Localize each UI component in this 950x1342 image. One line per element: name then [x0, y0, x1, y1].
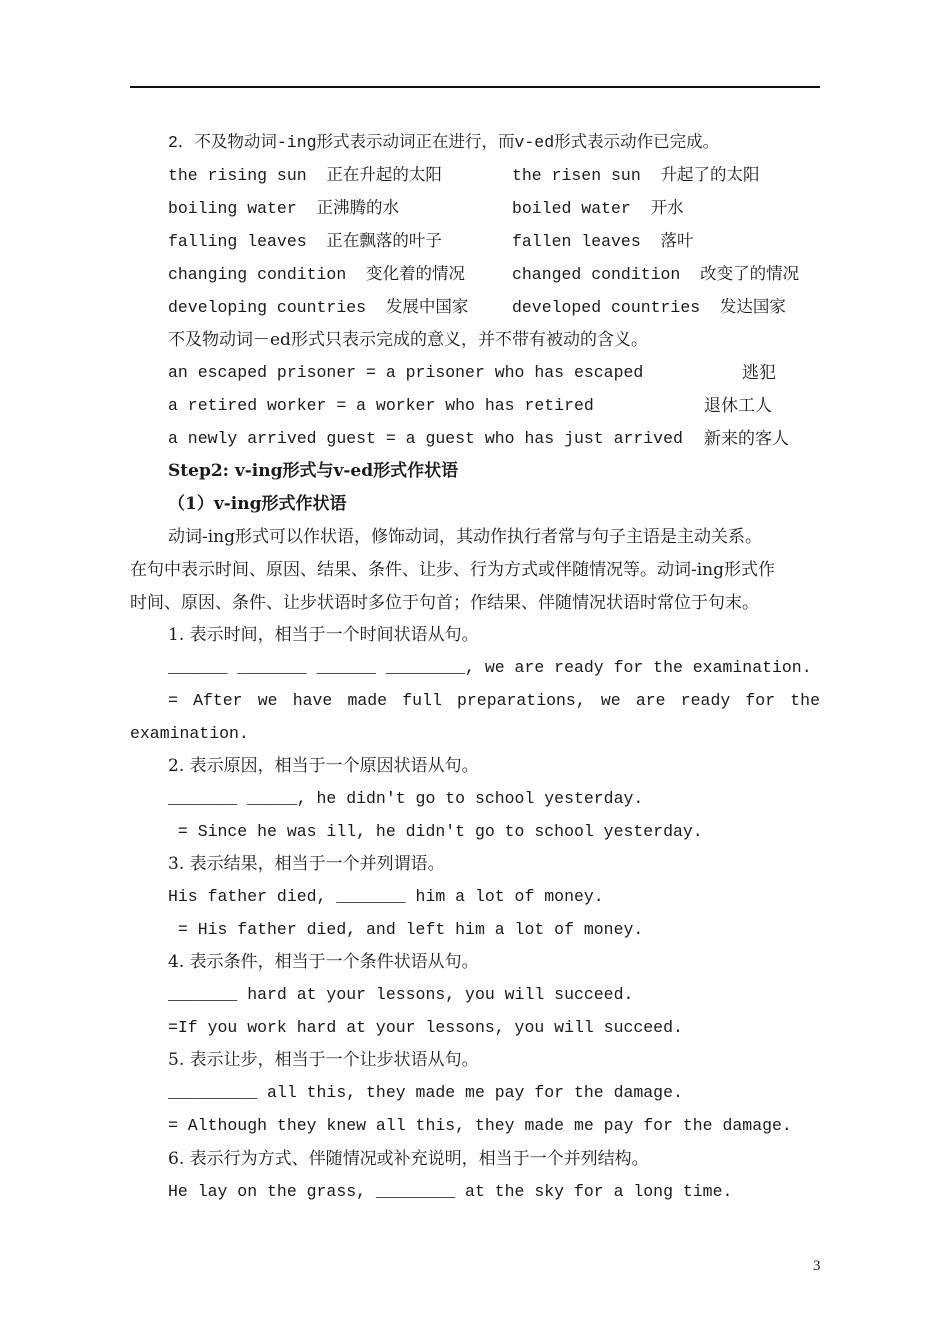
item-1-title: 1. 表示时间，相当于一个时间状语从句。 — [168, 625, 479, 645]
page-number: 3 — [813, 1258, 821, 1274]
ed-example-1-zh: 逃犯 — [742, 363, 776, 383]
pair-left-1: the rising sun 正在升起的太阳 — [168, 166, 442, 185]
sub1-heading: （1）v-ing形式作状语 — [168, 494, 347, 514]
item-3-title: 3. 表示结果，相当于一个并列谓语。 — [168, 854, 445, 874]
eq-word: for — [745, 691, 776, 710]
header-rule — [130, 86, 820, 88]
eq-word: made — [347, 691, 388, 710]
para-line-2: 在句中表示时间、原因、结果、条件、让步、行为方式或伴随情况等。动词-ing形式作 — [130, 560, 776, 580]
eq-word: ready — [680, 691, 731, 710]
para-line-3: 时间、原因、条件、让步状语时多位于句首；作结果、伴随情况状语时常位于句末。 — [130, 593, 759, 613]
pair-right-4: changed condition 改变了的情况 — [512, 265, 800, 284]
item-4-equivalent: =If you work hard at your lessons, you will succeed. — [168, 1018, 683, 1037]
eq-word: we — [257, 691, 278, 710]
ed-example-3-zh: 新来的客人 — [704, 429, 789, 449]
eq-word: the — [790, 691, 820, 710]
item-3-blank: His father died, _______ him a lot of money. — [168, 887, 604, 906]
ed-note: 不及物动词－ed形式只表示完成的意义，并不带有被动的含义。 — [168, 330, 648, 350]
item-1-equivalent-end: examination. — [130, 724, 249, 743]
pair-right-1: the risen sun 升起了的太阳 — [512, 166, 760, 185]
pair-left-5: developing countries 发展中国家 — [168, 298, 469, 317]
item-6-title: 6. 表示行为方式、伴随情况或补充说明，相当于一个并列结构。 — [168, 1149, 649, 1169]
item-2-blank: _______ _____, he didn't go to school yesterday. — [168, 789, 644, 808]
intro-point: 2．不及物动词-ing形式表示动词正在进行，而v-ed形式表示动作已完成。 — [168, 133, 720, 152]
eq-word: are — [635, 691, 666, 710]
item-1-equivalent — [168, 690, 820, 712]
ed-example-2-zh: 退休工人 — [704, 396, 772, 416]
item-2-equivalent: = Since he was ill, he didn't go to school yesterday. — [168, 822, 703, 841]
step2-heading: Step2: v-ing形式与v-ed形式作状语 — [168, 461, 459, 481]
eq-word: = — [168, 691, 178, 710]
item-5-blank: _________ all this, they made me pay for the damage. — [168, 1083, 683, 1102]
pair-right-3: fallen leaves 落叶 — [512, 232, 694, 251]
item-5-equivalent: = Although they knew all this, they made me pay for the damage. — [168, 1116, 792, 1135]
eq-word: have — [292, 691, 333, 710]
item-6-blank: He lay on the grass, ________ at the sky for a long time. — [168, 1182, 733, 1201]
pair-left-4: changing condition 变化着的情况 — [168, 265, 466, 284]
pair-left-3: falling leaves 正在飘落的叶子 — [168, 232, 442, 251]
ed-example-1-en: an escaped prisoner = a prisoner who has escaped — [168, 363, 644, 382]
item-1-blank: ______ _______ ______ ________, we are ready for the examination. — [168, 658, 812, 677]
item-2-title: 2. 表示原因，相当于一个原因状语从句。 — [168, 756, 479, 776]
ed-example-2-en: a retired worker = a worker who has retired — [168, 396, 594, 415]
eq-word: After — [193, 691, 243, 710]
pair-left-2: boiling water 正沸腾的水 — [168, 199, 400, 218]
item-5-title: 5. 表示让步，相当于一个让步状语从句。 — [168, 1050, 479, 1070]
pair-right-2: boiled water 开水 — [512, 199, 684, 218]
ed-example-3-en: a newly arrived guest = a guest who has just arrived — [168, 429, 683, 448]
eq-word: preparations, — [457, 691, 586, 710]
item-4-title: 4. 表示条件，相当于一个条件状语从句。 — [168, 952, 479, 972]
item-3-equivalent: = His father died, and left him a lot of money. — [168, 920, 644, 939]
item-4-blank: _______ hard at your lessons, you will succeed. — [168, 985, 634, 1004]
eq-word: full — [402, 691, 442, 710]
pair-right-5: developed countries 发达国家 — [512, 298, 786, 317]
eq-word: we — [600, 691, 621, 710]
para-line-1: 动词-ing形式可以作状语，修饰动词，其动作执行者常与句子主语是主动关系。 — [168, 527, 763, 547]
